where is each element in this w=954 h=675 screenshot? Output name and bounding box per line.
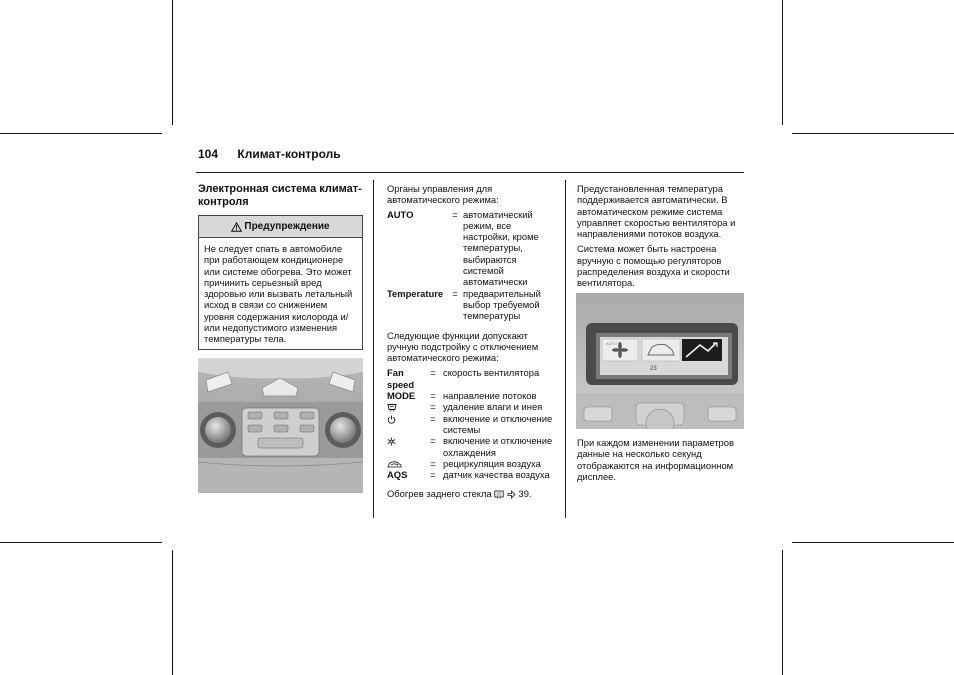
- snowflake-icon: [387, 437, 396, 446]
- page-number: 104: [198, 147, 219, 161]
- auto-definitions: [387, 209, 555, 322]
- warning-title: Предупреждение: [244, 221, 330, 232]
- crop-mark: [782, 0, 783, 125]
- definition-term: AQS: [387, 469, 408, 481]
- definition-term: [387, 458, 423, 469]
- defrost-icon: [387, 403, 397, 412]
- display-temperature: 23: [650, 366, 657, 372]
- rear-window-heating: [387, 488, 555, 499]
- definition-equals: =: [430, 469, 436, 481]
- definition-equals: =: [430, 457, 436, 469]
- definition-term: [387, 413, 423, 436]
- definition-equals: =: [452, 287, 458, 299]
- warning-box: [198, 215, 363, 350]
- crop-mark: [792, 542, 954, 543]
- definition-equals: =: [452, 208, 458, 220]
- column-1: [198, 183, 363, 209]
- climate-panel-illustration: [198, 358, 363, 493]
- page-reference-icon: [507, 490, 516, 499]
- definition-term: AUTO: [387, 208, 414, 220]
- definition-equals: =: [430, 390, 436, 402]
- definition-item: [387, 469, 555, 480]
- crop-mark: [0, 542, 162, 543]
- paragraph-manual-setting: Система может быть настроена вручную с помощью регуляторов распределения воздуха и скорости вентилятора.: [577, 243, 730, 289]
- definition-item: [387, 288, 555, 322]
- manual-intro: Следующие функции допускают ручную подстройку с отключением автоматического режима:: [387, 329, 539, 364]
- definition-desc: включение и отключение системы: [443, 412, 553, 435]
- rear-heat-text: Обогрев заднего стекла: [387, 488, 492, 500]
- paragraph-auto-temperature: Предустановленная температура поддерживается автоматически. В автоматическом режиме система управляет скоростью вентилятора и направлениями потоков воздуха.: [577, 183, 736, 240]
- definition-desc: включение и отключение охлаждения: [443, 435, 553, 458]
- definition-term: MODE: [387, 390, 416, 402]
- definition-desc: направление потоков: [443, 390, 537, 402]
- column-2: [387, 183, 555, 500]
- page-header: [198, 147, 341, 161]
- page-reference[interactable]: 39.: [518, 488, 532, 500]
- definition-equals: =: [430, 435, 436, 447]
- header-rule: [196, 172, 744, 173]
- column-3-bottom: [577, 437, 745, 482]
- manual-definitions: [387, 367, 555, 480]
- definition-term: [387, 401, 423, 412]
- definition-desc: датчик качества воздуха: [443, 469, 550, 481]
- crop-mark: [172, 0, 173, 125]
- auto-intro: Органы управления для автоматического режима:: [387, 183, 499, 206]
- definition-desc: предварительный выбор требуемой температуры: [463, 287, 541, 322]
- definition-term: Fan speed: [387, 367, 415, 390]
- definition-item: [387, 209, 555, 288]
- definition-term: Temperature: [387, 287, 444, 299]
- paragraph-info-display: При каждом изменении параметров данные на несколько секунд отображаются на информационном дисплее.: [577, 437, 734, 482]
- warning-text: Не следует спать в автомобиле при работающем кондиционере или системе обогрева. Это может причинить серьезный вред здоровью или вызвать летальный исход в связи со снижением уровня содержания кислорода и/или недопустимого изменения температуры тела.: [204, 243, 353, 345]
- section-title: Электронная система климат-контроля: [198, 183, 362, 208]
- definition-desc: скорость вентилятора: [443, 367, 540, 379]
- svg-text:AUTO: AUTO: [606, 341, 618, 346]
- definition-desc: автоматический режим, все настройки, кроме температуры, выбираются системой автоматически: [463, 208, 539, 288]
- column-3: [577, 183, 745, 289]
- warning-header: [199, 216, 362, 238]
- info-display-photo: [576, 293, 744, 429]
- column-divider: [565, 180, 566, 518]
- definition-equals: =: [430, 412, 436, 424]
- recirculation-icon: [387, 460, 402, 469]
- definition-desc: удаление влаги и инея: [443, 401, 543, 413]
- info-display-illustration: [576, 293, 744, 429]
- definition-term: [387, 435, 423, 458]
- crop-mark: [782, 550, 783, 675]
- climate-panel-photo: [198, 358, 363, 493]
- crop-mark: [0, 133, 162, 134]
- crop-mark: [172, 550, 173, 675]
- chapter-title: Климат-контроль: [237, 147, 341, 161]
- power-icon: [387, 415, 396, 424]
- definition-item: [387, 435, 555, 458]
- column-divider: [373, 180, 374, 518]
- definition-item: [387, 458, 555, 469]
- definition-item: [387, 401, 555, 412]
- definition-equals: =: [430, 367, 436, 379]
- definition-desc: рециркуляция воздуха: [443, 457, 541, 469]
- crop-mark: [792, 133, 954, 134]
- warning-triangle-icon: [231, 222, 242, 232]
- rear-window-heating-icon: [494, 490, 504, 499]
- definition-equals: =: [430, 401, 436, 413]
- definition-item: [387, 413, 555, 436]
- definition-item: [387, 390, 555, 401]
- definition-item: [387, 367, 555, 390]
